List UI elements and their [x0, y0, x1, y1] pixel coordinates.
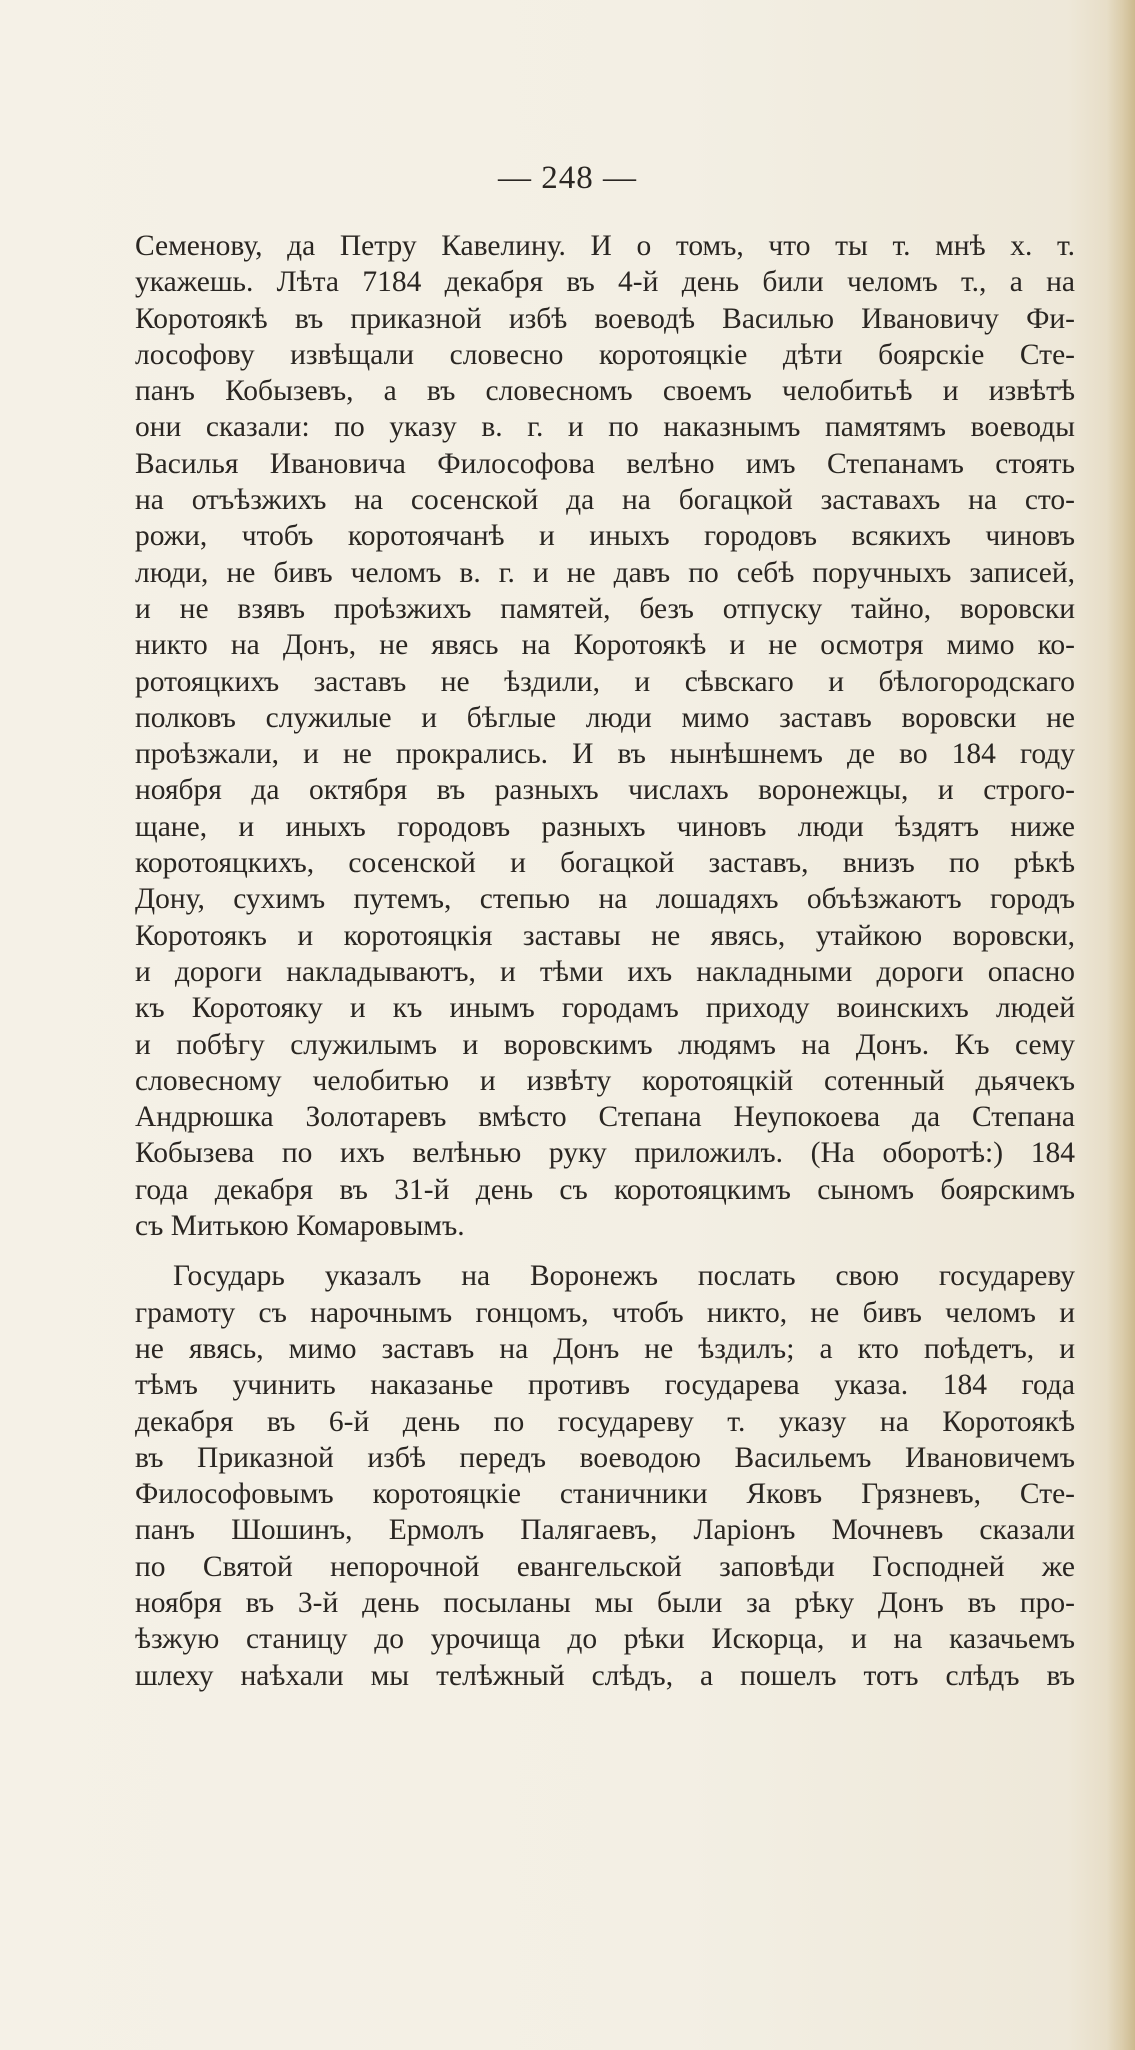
text-line: Коротоякѣ въ приказной избѣ воеводѣ Василью Ивановичу Фи-: [135, 302, 1075, 335]
text-line: щане, и иныхъ городовъ разныхъ чиновъ люди ѣздятъ ниже: [135, 810, 1075, 843]
text-line: и дороги накладываютъ, и тѣми ихъ накладными дороги опасно: [135, 955, 1075, 988]
text-line: полковъ служилые и бѣглые люди мимо заставъ воровски не: [135, 701, 1075, 734]
paragraph-2: [135, 1258, 1075, 1694]
body-text: [135, 228, 1075, 1694]
text-line: панъ Кобызевъ, а въ словесномъ своемъ челобитьѣ и извѣтѣ: [135, 375, 1075, 408]
text-line: коротояцкихъ, сосенской и богацкой заставъ, внизъ по рѣкѣ: [135, 847, 1075, 880]
text-line: не явясь, мимо заставъ на Донъ не ѣздилъ; а кто поѣдетъ, и: [135, 1332, 1075, 1365]
text-line: Кобызева по ихъ велѣнью руку приложилъ. (На оборотѣ:) 184: [135, 1137, 1075, 1170]
text-line: на отъѣзжихъ на сосенской да на богацкой заставахъ на сто-: [135, 484, 1075, 517]
binding-shadow: [1107, 0, 1135, 2050]
paragraph-gap: [135, 1244, 1075, 1258]
text-line: года декабря въ 31-й день съ коротояцкимъ сыномъ боярскимъ: [135, 1173, 1075, 1206]
text-line: Философовымъ коротояцкіе станичники Яковъ Грязневъ, Сте-: [135, 1478, 1075, 1511]
text-line: Государь указалъ на Воронежъ послать свою государеву: [173, 1260, 1075, 1293]
text-line: рожи, чтобъ коротоячанѣ и иныхъ городовъ всякихъ чиновъ: [135, 520, 1075, 553]
text-line: и побѣгу служилымъ и воровскимъ людямъ на Донъ. Къ сему: [135, 1028, 1075, 1061]
text-line: укажешь. Лѣта 7184 декабря въ 4-й день били челомъ т., а на: [135, 266, 1075, 299]
text-line: тѣмъ учинить наказанье противъ государева указа. 184 года: [135, 1369, 1075, 1402]
text-line: Коротоякъ и коротояцкія заставы не явясь, утайкою воровски,: [135, 919, 1075, 952]
text-line: Василья Ивановича Философова велѣно имъ Степанамъ стоять: [135, 447, 1075, 480]
text-line: никто на Донъ, не явясь на Коротоякѣ и не осмотря мимо ко-: [135, 629, 1075, 662]
text-line: словесному челобитью и извѣту коротояцкій сотенный дьячекъ: [135, 1064, 1075, 1097]
text-line: Семенову, да Петру Кавелину. И о томъ, что ты т. мнѣ х. т.: [135, 230, 1075, 262]
paragraph-1: [135, 228, 1075, 1244]
page-number: — 248 —: [498, 160, 637, 196]
text-line: декабря въ 6-й день по государеву т. указу на Коротоякѣ: [135, 1405, 1075, 1438]
text-line: проѣзжали, и не прокрались. И въ нынѣшнемъ де во 184 году: [135, 738, 1075, 771]
text-line: люди, не бивъ челомъ в. г. и не давъ по себѣ поручныхъ записей,: [135, 556, 1075, 589]
text-line: въ Приказной избѣ передъ воеводою Васильемъ Ивановичемъ: [135, 1441, 1075, 1474]
text-line: по Святой непорочной евангельской заповѣди Господней же: [135, 1550, 1075, 1583]
text-line: шлеху наѣхали мы телѣжный слѣдъ, а пошелъ тотъ слѣдъ въ: [135, 1659, 1075, 1692]
text-line: ноября да октября въ разныхъ числахъ воронежцы, и строго-: [135, 774, 1075, 807]
text-line: къ Коротояку и къ инымъ городамъ приходу воинскихъ людей: [135, 992, 1075, 1025]
text-line: грамоту съ нарочнымъ гонцомъ, чтобъ никто, не бивъ челомъ и: [135, 1296, 1075, 1329]
text-line: Дону, сухимъ путемъ, степью на лошадяхъ объѣзжаютъ городъ: [135, 883, 1075, 916]
text-line: и не взявъ проѣзжихъ памятей, безъ отпуску тайно, воровски: [135, 592, 1075, 625]
text-line: они сказали: по указу в. г. и по наказнымъ памятямъ воеводы: [135, 411, 1075, 444]
text-line: лософову извѣщали словесно коротояцкіе дѣти боярскіе Сте-: [135, 338, 1075, 371]
text-line: ѣзжую станицу до урочища до рѣки Искорца, и на казачьемъ: [135, 1623, 1075, 1656]
text-line: панъ Шошинъ, Ермолъ Палягаевъ, Ларіонъ Мочневъ сказали: [135, 1514, 1075, 1547]
text-line: ноября въ 3-й день посыланы мы были за рѣку Донъ въ про-: [135, 1586, 1075, 1619]
text-line: съ Митькою Комаровымъ.: [135, 1210, 465, 1243]
text-line: ротояцкихъ заставъ не ѣздили, и сѣвскаго и бѣлогородскаго: [135, 665, 1075, 698]
text-line: Андрюшка Золотаревъ вмѣсто Степана Неупокоева да Степана: [135, 1101, 1075, 1134]
